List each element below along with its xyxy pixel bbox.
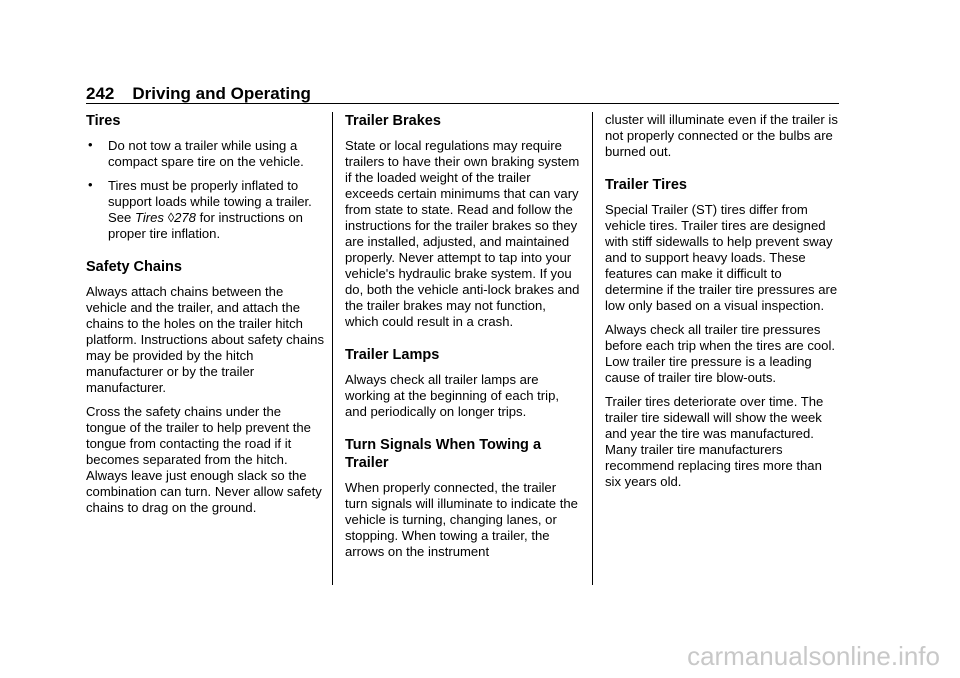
trailer-tires-paragraph-1: Special Trailer (ST) tires differ from vehicle tires. Trailer tires are designed with stiff sidewalls to help prevent sway and to support heavy loads. These features can make it difficult to determine if the trailer tire pressures are low only based on a visual inspection.	[605, 202, 838, 313]
trailer-brakes-paragraph: State or local regulations may require trailers to have their own braking system if the loaded weight of the trailer exceeds certain minimums that can vary from state to state. Read and follow the instructions for the trailer brakes so they are installed, adjusted, and maintained properly. Never attempt to tap into your vehicle's hydraulic brake system. If you do, both the vehicle anti-lock brakes and the trailer brakes may not function, which could result in a crash.	[345, 138, 580, 329]
column-2	[345, 112, 581, 560]
section-title: Driving and Operating	[132, 84, 311, 103]
bullet-text: Tires must be properly inflated to support loads while towing a trailer. See	[108, 178, 312, 225]
bullet-item	[86, 178, 324, 242]
turn-signals-paragraph: When properly connected, the trailer turn signals will illuminate to indicate the vehicle is turning, changing lanes, or stopping. When towing a trailer, the arrows on the instrument	[345, 480, 578, 559]
bullet-text-cont: for instructions on proper tire inflation.	[108, 210, 303, 241]
bullet-marker: •	[88, 177, 93, 192]
page-number: 242	[86, 84, 115, 103]
column-divider-1	[332, 112, 333, 585]
page-header	[86, 84, 311, 104]
turn-signals-continued: cluster will illuminate even if the trailer is not properly connected or the bulbs are burned out.	[605, 112, 838, 159]
page-ref-icon: ◊	[167, 210, 175, 225]
header-rule	[86, 103, 839, 104]
trailer-brakes-heading: Trailer Brakes	[345, 113, 441, 129]
bullet-marker: •	[88, 137, 93, 152]
trailer-lamps-heading: Trailer Lamps	[345, 347, 440, 363]
trailer-lamps-paragraph: Always check all trailer lamps are working at the beginning of each trip, and periodically on longer trips.	[345, 372, 560, 419]
bullet-item	[86, 138, 324, 170]
column-1	[86, 112, 324, 516]
tires-heading: Tires	[86, 113, 121, 129]
trailer-tires-paragraph-2: Always check all trailer tire pressures before each trip when the tires are cool. Low trailer tire pressure is a leading cause of trailer tire blow-outs.	[605, 322, 835, 385]
safety-chains-paragraph-2: Cross the safety chains under the tongue of the trailer to help prevent the tongue from contacting the road if it becomes separated from the hitch. Always leave just enough slack so the combination can turn. Never allow safety chains to drag on the ground.	[86, 404, 322, 515]
bullet-text: Do not tow a trailer while using a compact spare tire on the vehicle.	[108, 138, 304, 169]
trailer-tires-heading: Trailer Tires	[605, 177, 687, 193]
safety-chains-heading: Safety Chains	[86, 259, 182, 275]
xref-link-tires[interactable]: Tires ◊278	[134, 210, 196, 225]
column-3	[605, 112, 841, 490]
trailer-tires-paragraph-3: Trailer tires deteriorate over time. The trailer tire sidewall will show the week and year the tire was manufactured. Many trailer tire manufacturers recommend replacing tires more than six years old.	[605, 394, 824, 489]
turn-signals-heading: Turn Signals When Towing a Trailer	[345, 437, 542, 471]
safety-chains-paragraph-1: Always attach chains between the vehicle and the trailer, and attach the chains to the holes on the trailer hitch platform. Instructions about safety chains may be provided by the hitch manufacturer or by the trailer manufacturer.	[86, 284, 324, 395]
watermark: carmanualsonline.info	[687, 641, 940, 671]
column-divider-2	[592, 112, 593, 585]
